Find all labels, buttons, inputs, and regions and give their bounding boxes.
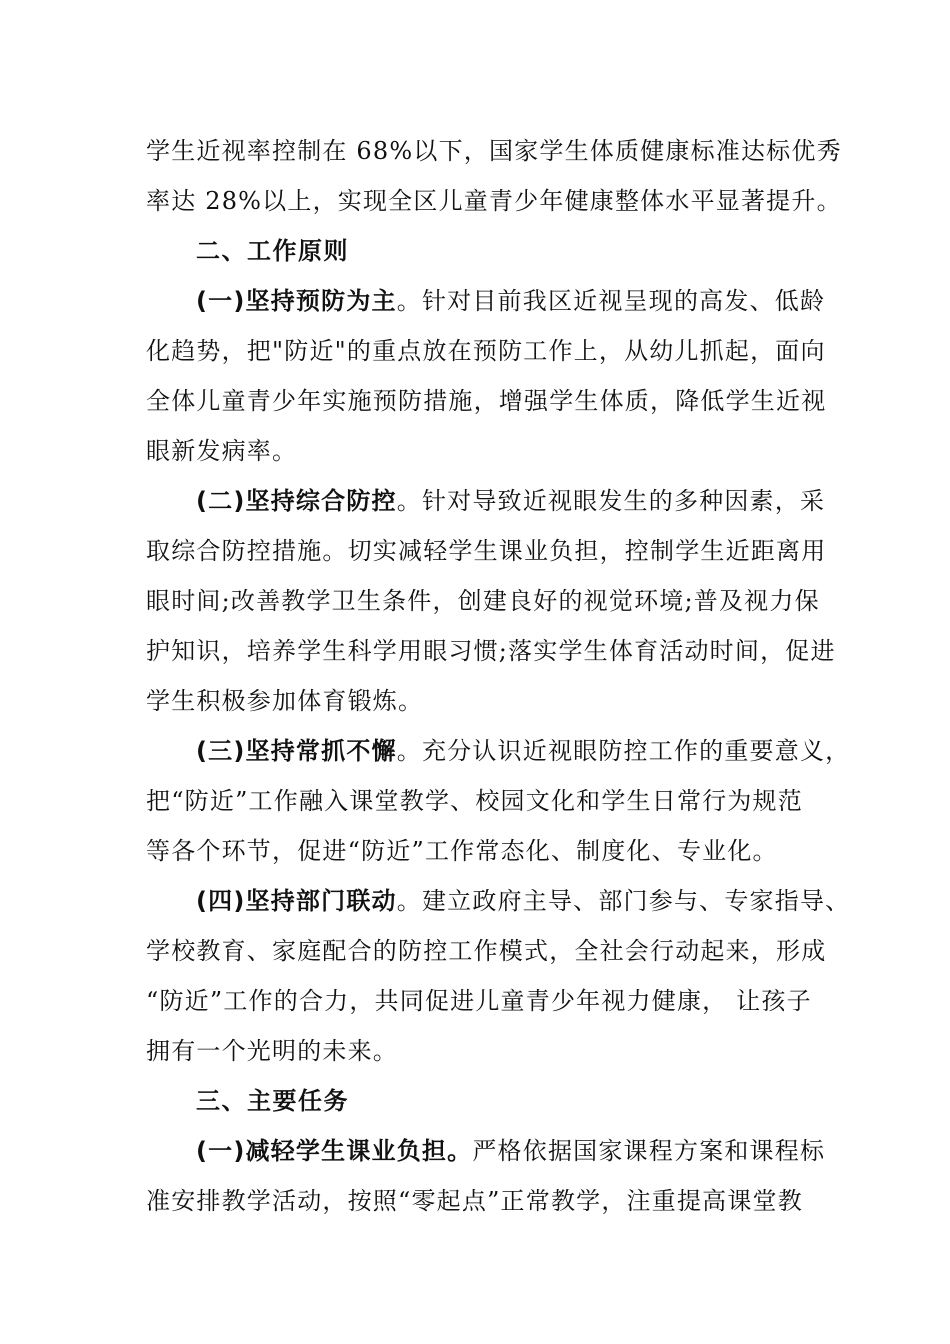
text-line: 准安排教学活动，按照“零起点”正常教学，注重提高课堂教 (146, 1187, 803, 1215)
paragraph-text: 。建立政府主导、部门参与、专家指导、 (396, 887, 851, 915)
text-line: 眼新发病率。 (146, 437, 298, 465)
text-line: 把“防近”工作融入课堂教学、校园文化和学生日常行为规范 (146, 787, 803, 815)
paragraph-line (196, 736, 850, 766)
text-line: 眼时间;改善教学卫生条件，创建良好的视觉环境;普及视力保 (146, 587, 820, 615)
text-line: 拥有一个光明的未来。 (146, 1037, 398, 1065)
paragraph-line (196, 286, 825, 316)
text-line: 率达 28%以上，实现全区儿童青少年健康整体水平显著提升。 (146, 187, 842, 215)
text-line: 学校教育、家庭配合的防控工作模式，全社会行动起来，形成 (146, 937, 827, 965)
paragraph-text: 。针对目前我区近视呈现的高发、低龄 (396, 287, 826, 315)
text-line: 取综合防控措施。切实减轻学生课业负担，控制学生近距离用 (146, 537, 827, 565)
text-line: “防近”工作的合力，共同促进儿童青少年视力健康， 让孩子 (146, 987, 812, 1015)
text-line: 全体儿童青少年实施预防措施，增强学生体质，降低学生近视 (146, 387, 827, 415)
paragraph-lead: (四)坚持部门联动 (196, 887, 397, 915)
section-heading: 三、主要任务 (196, 1087, 349, 1115)
text-line: 学生近视率控制在 68%以下，国家学生体质健康标准达标优秀 (146, 137, 842, 165)
paragraph-lead: (二)坚持综合防控 (196, 487, 397, 515)
text-line: 等各个环节，促进“防近”工作常态化、制度化、专业化。 (146, 837, 778, 865)
paragraph-line (196, 886, 850, 916)
text-line: 护知识，培养学生科学用眼习惯;落实学生体育活动时间，促进 (146, 637, 836, 665)
paragraph-lead: (一)坚持预防为主 (196, 287, 397, 315)
section-heading: 二、工作原则 (196, 237, 349, 265)
paragraph-lead: (三)坚持常抓不懈 (196, 737, 397, 765)
paragraph-lead: (一)减轻学生课业负担。 (196, 1137, 473, 1165)
text-line: 学生积极参加体育锻炼。 (146, 687, 424, 715)
paragraph-text: 严格依据国家课程方案和课程标 (472, 1137, 826, 1165)
paragraph-text: 。充分认识近视眼防控工作的重要意义， (396, 737, 851, 765)
paragraph-line (196, 1136, 825, 1166)
text-line: 化趋势，把"防近"的重点放在预防工作上，从幼儿抓起，面向 (146, 337, 826, 365)
paragraph-text: 。针对导致近视眼发生的多种因素，采 (396, 487, 826, 515)
paragraph-line (196, 486, 825, 516)
